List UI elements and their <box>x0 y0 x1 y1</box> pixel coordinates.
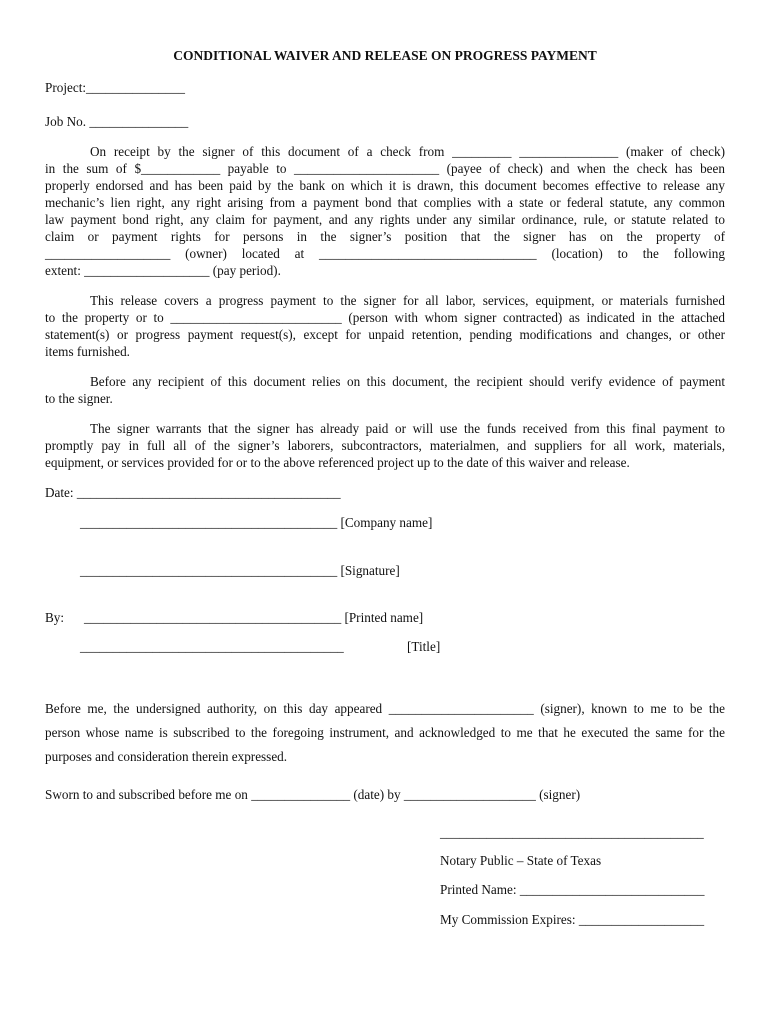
p1-line-3: properly endorsed and has been paid by the bank on which it is drawn, this document becomes effective to release any <box>45 178 725 193</box>
p1-line-4: mechanic’s lien right, any right arising from a payment bond that complies with a state or federal statute, any common <box>45 195 725 210</box>
p2-line-2: to the property or to __________________________ (person with whom signer contracted) as indicated in the attached <box>45 310 725 325</box>
p1-line-2: in the sum of $____________ payable to ______________________ (payee of check) and when the check has been <box>45 161 725 176</box>
p4-line-2: promptly pay in full all of the signer’s laborers, subcontractors, materialmen, and suppliers for all work, materials, <box>45 438 725 453</box>
sworn-line[interactable]: Sworn to and subscribed before me on _______________ (date) by ____________________ (signer) <box>45 787 581 802</box>
date-field[interactable]: Date: ________________________________________ <box>45 485 341 500</box>
printed-name-field[interactable]: _______________________________________ [Printed name] <box>84 610 424 625</box>
p3-line-2: to the signer. <box>45 391 113 406</box>
signature-field[interactable]: _______________________________________ [Signature] <box>80 563 400 578</box>
p3-line-1: Before any recipient of this document relies on this document, the recipient should verify evidence of payment <box>90 374 725 389</box>
notary-public-label: Notary Public – State of Texas <box>440 853 602 868</box>
title-field[interactable]: ________________________________________ <box>80 639 344 654</box>
document-title: CONDITIONAL WAIVER AND RELEASE ON PROGRESS PAYMENT <box>173 48 597 63</box>
p4-line-1: The signer warrants that the signer has already paid or will use the funds received from this final payment to <box>90 421 725 436</box>
company-name-field[interactable]: _______________________________________ [Company name] <box>80 515 433 530</box>
p1-line-7: ___________________ (owner) located at _________________________________ (location) to the following <box>45 246 725 261</box>
p2-line-4: items furnished. <box>45 344 130 359</box>
project-field[interactable]: Project:_______________ <box>45 80 185 95</box>
notary-line-1: Before me, the undersigned authority, on this day appeared ______________________ (signer), known to me to be the <box>45 701 725 716</box>
p2-line-1: This release covers a progress payment to the signer for all labor, services, equipment, or materials furnished <box>90 293 725 308</box>
p1-line-1: On receipt by the signer of this document of a check from _________ _______________ (maker of check) <box>90 144 725 159</box>
notary-line-2: person whose name is subscribed to the foregoing instrument, and acknowledged to me that he executed the same for the <box>45 725 725 740</box>
p1-line-5: law payment bond right, any claim for payment, and any rights under any similar ordinance, rule, or statute related to <box>45 212 725 227</box>
commission-expires-field[interactable]: My Commission Expires: ___________________ <box>440 912 705 927</box>
p4-line-3: equipment, or services provided for or to the above referenced project up to the date of this waiver and release. <box>45 455 630 470</box>
notary-signature-field[interactable]: ________________________________________ <box>440 825 704 840</box>
p2-line-3: statement(s) or progress payment request(s), except for unpaid retention, pending modifications and changes, or other <box>45 327 725 342</box>
p1-line-8: extent: ___________________ (pay period). <box>45 263 281 278</box>
notary-printed-name-field[interactable]: Printed Name: ____________________________ <box>440 882 705 897</box>
title-label: [Title] <box>407 639 441 654</box>
by-label: By: <box>45 610 65 625</box>
p1-line-6: claim or payment rights for persons in the signer’s position that the signer has on the property of <box>45 229 725 244</box>
notary-line-3: purposes and consideration therein expressed. <box>45 749 288 764</box>
job-number-field[interactable]: Job No. _______________ <box>45 114 189 129</box>
